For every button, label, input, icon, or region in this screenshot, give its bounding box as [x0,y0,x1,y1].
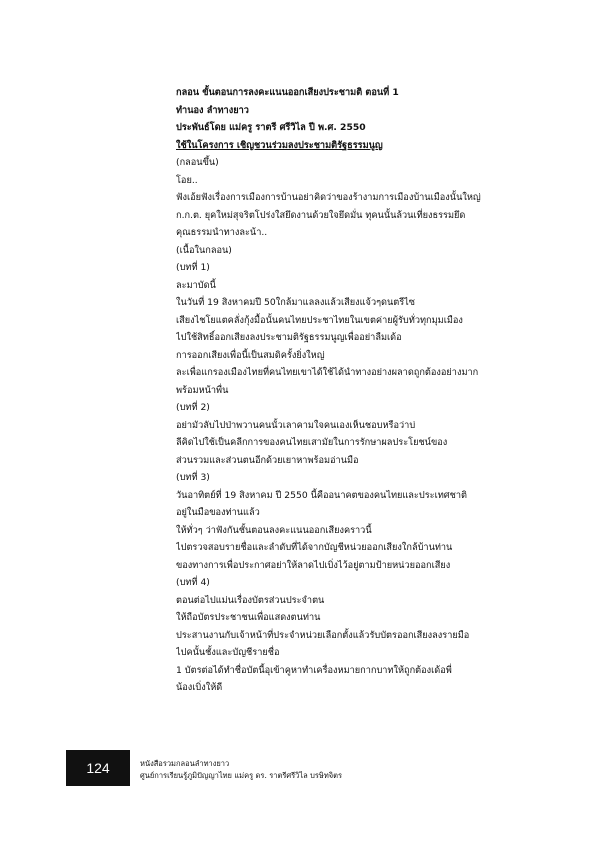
poem-line: ให้ทั่วๆ ว่าฟังกันชั้นตอนลงคะแนนออกเสียงคราวนี้ [176,524,372,536]
poem-body [176,154,496,697]
poem-line: ละมาบัดนี้ [176,279,216,291]
poem-line: ไปตรวจสอบรายชื่อและลำดับที่ได้จากบัญชีหน่วยออกเสียงใกล้บ้านท่าน [176,542,453,553]
poem-line: ในวันที่ 19 สิงหาคมปี 50ใกล้มาแลลงแล้วเสียงแจ้วๆดนตรีไซ [176,297,416,308]
poem-line: ไปใช้สิทธิ์ออกเสียงลงประชามติรัฐธรรมนูญเพื่ออย่าลืมเด้อ [176,332,402,343]
poem-line: ให้ถือบัตรประชาชนเพื่อแสดงตนท่าน [176,612,321,623]
poem-line: วันอาทิตย์ที่ 19 สิงหาคม ปี 2550 นี้คืออนาคตของคนไทยและประเทศชาติ [176,489,467,501]
poem-line: โอย.. [176,174,198,186]
poem-line: พร้อมหน้าพื่น [176,384,229,396]
poem-line: (บทที่ 1) [176,262,210,273]
poem-title: กลอน ขั้นตอนการลงคะแนนออกเสียงประชามติ ตอนที่ 1 [176,87,399,98]
poem-line: การออกเสียงเพื่อนี้เป็นสมดิครั้งยิ่งใหญ่ [176,349,325,361]
poem-line: (บทที่ 3) [176,472,210,483]
poem-line: ก.ก.ต. ยุคใหม่สุจริตโปร่งใสยึดงานด้วยใจยึดมั่น ทุคนนั้นล้วนเที่ยงธรรมยึด [176,209,466,221]
poem-content [176,84,496,697]
poem-line: ส่วนรวมและส่วนตนอีกด้วยเยาหาพร้อมอ่านมือ [176,454,359,466]
poem-line: ฟังเอ้ยฟังเรื่องการเมืองการบ้านอย่าคิดว่าของร้างามการเมืองบ้านเมืองนั้นใหญ่ [176,192,481,203]
poem-line: (บทที่ 2) [176,402,210,413]
poem-category: ทำนอง ลำทางยาว [176,104,249,116]
page-number-text: 124 [86,760,110,776]
poem-line: น้องเบิ่งให้ดี [176,682,223,693]
poem-line: ของทางการเพื่อประกาศอย่าให้ลาดไปเบิ่งไว้อยู่ตามป้ายหน่วยออกเสียง [176,559,451,571]
poem-author: ประพันธ์โดย แม่ครู ราตรี ศรีวิไล ปี พ.ศ. 2550 [176,122,366,133]
poem-line: ลีคิดไปใช้เป็นคลีกการของคนไทยเสามัยในการรักษาผลประโยชน์ของ [176,437,448,448]
poem-line: อยู่ในมือของท่านแล้ว [176,507,260,518]
poem-line: (เนื้อในกลอน) [176,244,232,256]
footer-line-2: ศูนย์การเรียนรู้ภูมิปัญญาไทย แม่ครู ดร. ราตรีศรีวิไล บรษิทจิตร [140,771,343,780]
poem-line: เสียงไชโยแตคลั่งกุ้งมื้อนั้นคนไทยประชาไทยในเขตค่ายผู้รับทั่วทุกมุมเมือง [176,314,463,326]
footer-text [140,758,342,782]
footer-line-1: หนังสือรวมกลอนลำทางยาว [140,759,230,768]
poem-line: ไปคนั้นชั้งและบัญชีรายชื่อ [176,647,280,658]
page-number [66,750,130,786]
poem-line: 1 บัตรต่อได้ทำชื่อบัตนี้อุเข้าคูหาทำเครื่องหมายกากบาทให้ถูกต้องเด้อพี่ [176,664,452,676]
poem-line: ละเพื่อแกรองเมืองไทยที่คนไทยเขาได้ใช้ได้นำทางอย่างผลาดถูกต้องอย่างมาก [176,367,479,378]
poem-project: ใช้ในโครงการ เชิญชวนร่วมลงประชามติรัฐธรรมนูญ [176,139,383,151]
poem-line: อย่ามัวลับไปป่าพวานคนนั้วเลาคามใจคนเองเห็นชอบหรือว่าบ่ [176,419,416,431]
poem-line: ประสานงานกับเจ้าหน้าที่ประจำหน่วยเลือกตั้งแล้วรับบัตรออกเสียงลงรายมือ [176,629,470,641]
poem-line: ตอนต่อไปแม่นเรื่องบัตรส่วนประจำตน [176,594,325,606]
poem-line: (บทที่ 4) [176,577,210,588]
poem-line: คุณธรรมนำทางละน้า.. [176,227,268,238]
poem-line: (กลอนขึ้น) [176,157,219,168]
